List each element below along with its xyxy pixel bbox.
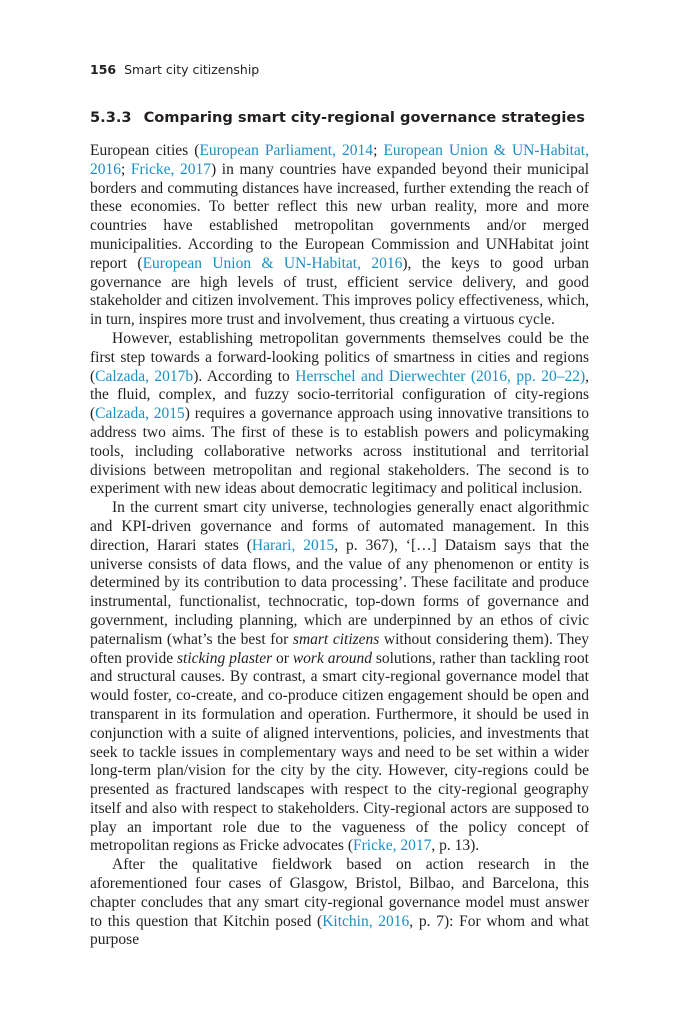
citation-link[interactable]: European Union & UN-Habitat, 2016: [90, 142, 589, 178]
text-run: After the qualitative fieldwork based on action research in the aforementioned four cases of Glasgow, Bristol, Bilbao, and Barcelona, this chapter concludes that any smart city-regional governance model must answer to this question that Kitchin posed (: [90, 856, 589, 930]
text-run: without considering them). They often provide: [90, 630, 589, 667]
running-title: Smart city citizenship: [124, 62, 260, 77]
citation-link[interactable]: Fricke, 2017: [130, 160, 212, 178]
text-run: , p. 7): For whom and what purpose: [90, 912, 589, 949]
body-paragraph: [90, 856, 589, 950]
emphasis-text: work around: [292, 649, 372, 667]
text-run: ;: [121, 160, 131, 178]
page-number: 156: [90, 62, 117, 77]
citation-link[interactable]: European Union & UN-Habitat, 2016: [142, 254, 403, 272]
citation-link[interactable]: European Parliament, 2014: [199, 142, 374, 159]
citation-link[interactable]: Kitchin, 2016: [322, 912, 410, 930]
text-run: ), the keys to good urban governance are high levels of trust, efficient service delivery, and good stakeholder and citizen involvement. This improves policy effectiveness, which, in turn, inspires more trust and involvement, thus creating a virtuous cycle.: [90, 254, 589, 329]
citation-link[interactable]: Calzada, 2017b: [95, 367, 194, 385]
text-run: , the fluid, complex, and fuzzy socio-territorial configuration of city-regions (: [90, 367, 589, 423]
section-title: Comparing smart city-regional governance strategies: [143, 109, 585, 126]
body-paragraph: [90, 142, 589, 330]
emphasis-text: sticking plaster: [176, 649, 273, 667]
body-paragraph: [90, 499, 589, 856]
citation-link[interactable]: Herrschel and Dierwechter (2016, pp. 20–22): [295, 367, 586, 385]
text-run: ) in many countries have expanded beyond their municipal borders and commuting distances have increased, further extending the reach of these economies. To better reflect this new urban reality, more and more countries have established metropolitan governments and/or merged municipalities. According to the European Commission and UNHabitat joint report (: [90, 160, 590, 272]
body-text: [90, 142, 589, 950]
text-run: ). According to: [193, 367, 296, 385]
running-head: [90, 60, 589, 80]
book-page: [90, 60, 589, 950]
text-run: , p. 13).: [431, 837, 480, 855]
text-run: , p. 367), ‘[…] Dataism says that the universe consists of data flows, and the value of any phenomenon or entity is determined by its contribution to data processing’. These facilitate and produce instrumental, functionalist, technocratic, top-down forms of governance and government, including planning, which are underpinned by an ethos of civic paternalism (what’s the best for: [90, 536, 589, 648]
body-paragraph: [90, 330, 589, 499]
citation-link[interactable]: Calzada, 2015: [95, 405, 185, 423]
text-run: or: [272, 649, 293, 667]
text-run: However, establishing metropolitan governments themselves could be the first step towards a forward-looking politics of smartness in cities and regions (: [90, 329, 589, 385]
citation-link[interactable]: Harari, 2015: [251, 536, 335, 554]
text-run: solutions, rather than tackling root and structural causes. By contrast, a smart city-regional governance model that would foster, co-create, and co-produce citizen engagement should be open and transparent in its formulation and operation. Furthermore, it should be used in conjunction with a suite of aligned interventions, policies, and investments that seek to tackle issues in complementary ways and need to be set within a wider long-term plan/vision for the city by the city. However, city-regions could be presented as fractured landscapes with respect to the city-regional geography itself and also with respect to stakeholders. City-regional actors are supposed to play an important role due to the vagueness of the policy concept of metropolitan regions as Fricke advocates (: [90, 649, 589, 855]
text-run: In the current smart city universe, technologies generally enact algorithmic and KPI-driven governance and forms of automated management. In this direction, Harari states (: [90, 499, 589, 554]
emphasis-text: smart citizens: [292, 630, 380, 648]
section-number: 5.3.3: [90, 109, 132, 126]
citation-link[interactable]: Fricke, 2017: [353, 837, 432, 855]
section-heading: [90, 108, 589, 128]
text-run: European cities (: [90, 142, 200, 159]
text-run: ;: [373, 142, 384, 159]
text-run: ) requires a governance approach using innovative transitions to address two aims. The first of these is to establish powers and policymaking tools, including collaborative networks across institutional and territorial divisions between metropolitan and regional stakeholders. The second is to experiment with new ideas about democratic legitimacy and political inclusion.: [90, 405, 589, 498]
